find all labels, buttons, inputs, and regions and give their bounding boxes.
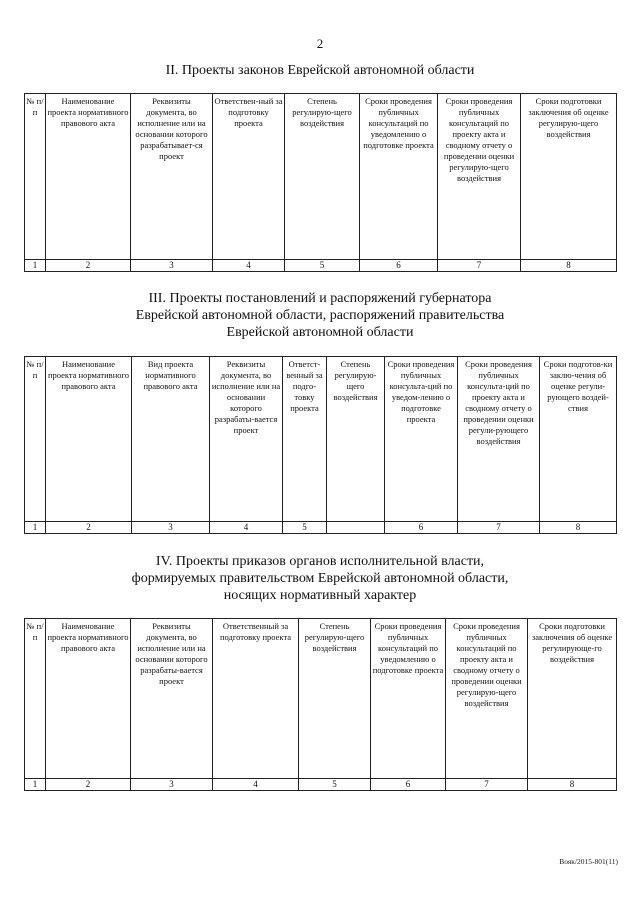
- col-number: 7: [458, 522, 540, 534]
- col-number: 3: [132, 522, 210, 534]
- col-header-conclusion-dates: Сроки подготовки заключения об оценке регулирующе-го воздействия: [528, 619, 617, 779]
- col-header-responsible: Ответствен-ный за подготовку проекта: [213, 94, 285, 260]
- col-header-basis-document: Реквизиты документа, во исполнение или на основании которого разрабатывает-ся проект: [131, 94, 213, 260]
- col-header-number: № п/ п: [25, 619, 46, 779]
- col-header-act-name: Наименование проекта нормативного правового акта: [46, 94, 131, 260]
- col-header-conclusion-dates: Сроки подготовки заключения об оценке регулирую-щего воздействия: [521, 94, 617, 260]
- col-number: 5: [283, 522, 327, 534]
- col-header-conclusion-dates: Сроки подготов-ки заклю-чения об оценке регули-рующего воздей-ствия: [540, 357, 617, 522]
- page-number: 2: [316, 36, 324, 51]
- section-2-title-line: II. Проекты законов Еврейской автономной области: [165, 63, 475, 78]
- col-number: 8: [540, 522, 617, 534]
- section-2-header-row: [25, 94, 617, 260]
- section-4-title-line: формируемых правительством Еврейской автономной области,: [131, 571, 509, 586]
- col-number: 4: [213, 260, 285, 272]
- col-header-responsible: Ответст-венный за подго-товку проекта: [283, 357, 327, 522]
- col-header-notice-consultation-dates: Сроки проведения публичных консультаций по уведомлению о подготовке проекта: [371, 619, 446, 779]
- col-header-responsible: Ответственный за подготовку проекта: [213, 619, 299, 779]
- col-header-act-type: Вид проекта нормативного правового акта: [132, 357, 210, 522]
- col-header-impact-degree: Степень регулирую-щего воздействия: [299, 619, 371, 779]
- section-4-number-row: [25, 779, 617, 791]
- section-3-title: [20, 290, 620, 341]
- col-header-notice-consultation-dates: Сроки проведения публичных консультаций по уведомлению о подготовке проекта: [360, 94, 438, 260]
- col-number: 5: [299, 779, 371, 791]
- col-number: 2: [46, 260, 131, 272]
- col-number: [327, 522, 385, 534]
- section-3-title-line: Еврейской автономной области: [226, 325, 414, 340]
- col-number: 4: [213, 779, 299, 791]
- section-4-table: [24, 618, 617, 791]
- section-2-number-row: [25, 260, 617, 272]
- col-header-act-name: Наименование проекта нормативного правового акта: [46, 619, 131, 779]
- section-4-header-row: [25, 619, 617, 779]
- col-header-number: № п/ п: [25, 94, 46, 260]
- col-number: 8: [521, 260, 617, 272]
- col-number: 2: [46, 779, 131, 791]
- col-number: 7: [446, 779, 528, 791]
- col-number: 1: [25, 779, 46, 791]
- col-header-impact-degree: Степень регулирую-щего воздействия: [327, 357, 385, 522]
- col-number: 1: [25, 522, 46, 534]
- section-3-header-row: [25, 357, 617, 522]
- section-2-title: [20, 62, 620, 79]
- col-number: 4: [210, 522, 283, 534]
- section-3-number-row: [25, 522, 617, 534]
- col-number: 6: [385, 522, 458, 534]
- section-2-table: [24, 93, 617, 272]
- col-number: 1: [25, 260, 46, 272]
- col-number: 3: [131, 779, 213, 791]
- section-3-title-line: III. Проекты постановлений и распоряжений губернатора: [148, 291, 492, 306]
- col-header-impact-degree: Степень регулирую-щего воздействия: [285, 94, 360, 260]
- section-4-title: [20, 553, 620, 604]
- section-3-title-line: Еврейской автономной области, распоряжений правительства: [135, 308, 505, 323]
- col-number: 6: [371, 779, 446, 791]
- col-header-draft-consultation-dates: Сроки проведения публичных консульта-ций по проекту акта и сводному отчету о проведении оценки регули-рующего воздействия: [458, 357, 540, 522]
- col-header-draft-consultation-dates: Сроки проведения публичных консультаций по проекту акта и сводному отчету о проведении оценки регулирую-щего воздействия: [446, 619, 528, 779]
- col-header-number: № п/ п: [25, 357, 46, 522]
- section-4-title-line: IV. Проекты приказов органов исполнительной власти,: [155, 554, 485, 569]
- col-number: 8: [528, 779, 617, 791]
- section-3-table: [24, 356, 617, 534]
- col-number: 3: [131, 260, 213, 272]
- col-header-act-name: Наименование проекта нормативного правового акта: [46, 357, 132, 522]
- col-number: 7: [438, 260, 521, 272]
- col-number: 2: [46, 522, 132, 534]
- col-header-notice-consultation-dates: Сроки проведения публичных консульта-ций по уведом-лению о подготовке проекта: [385, 357, 458, 522]
- col-header-basis-document: Реквизиты документа, во исполнение или на основании которого разрабаты-вается проект: [131, 619, 213, 779]
- col-number: 5: [285, 260, 360, 272]
- col-number: 6: [360, 260, 438, 272]
- section-4-title-line: носящих нормативный характер: [223, 588, 417, 603]
- col-header-basis-document: Реквизиты документа, во исполнение или на основании которого разрабаты-вается проект: [210, 357, 283, 522]
- col-header-draft-consultation-dates: Сроки проведения публичных консультаций по проекту акта и сводному отчету о проведении оценки регулирую-щего воздействия: [438, 94, 521, 260]
- document-code-footer: Вояк/2015-801(11): [559, 857, 618, 866]
